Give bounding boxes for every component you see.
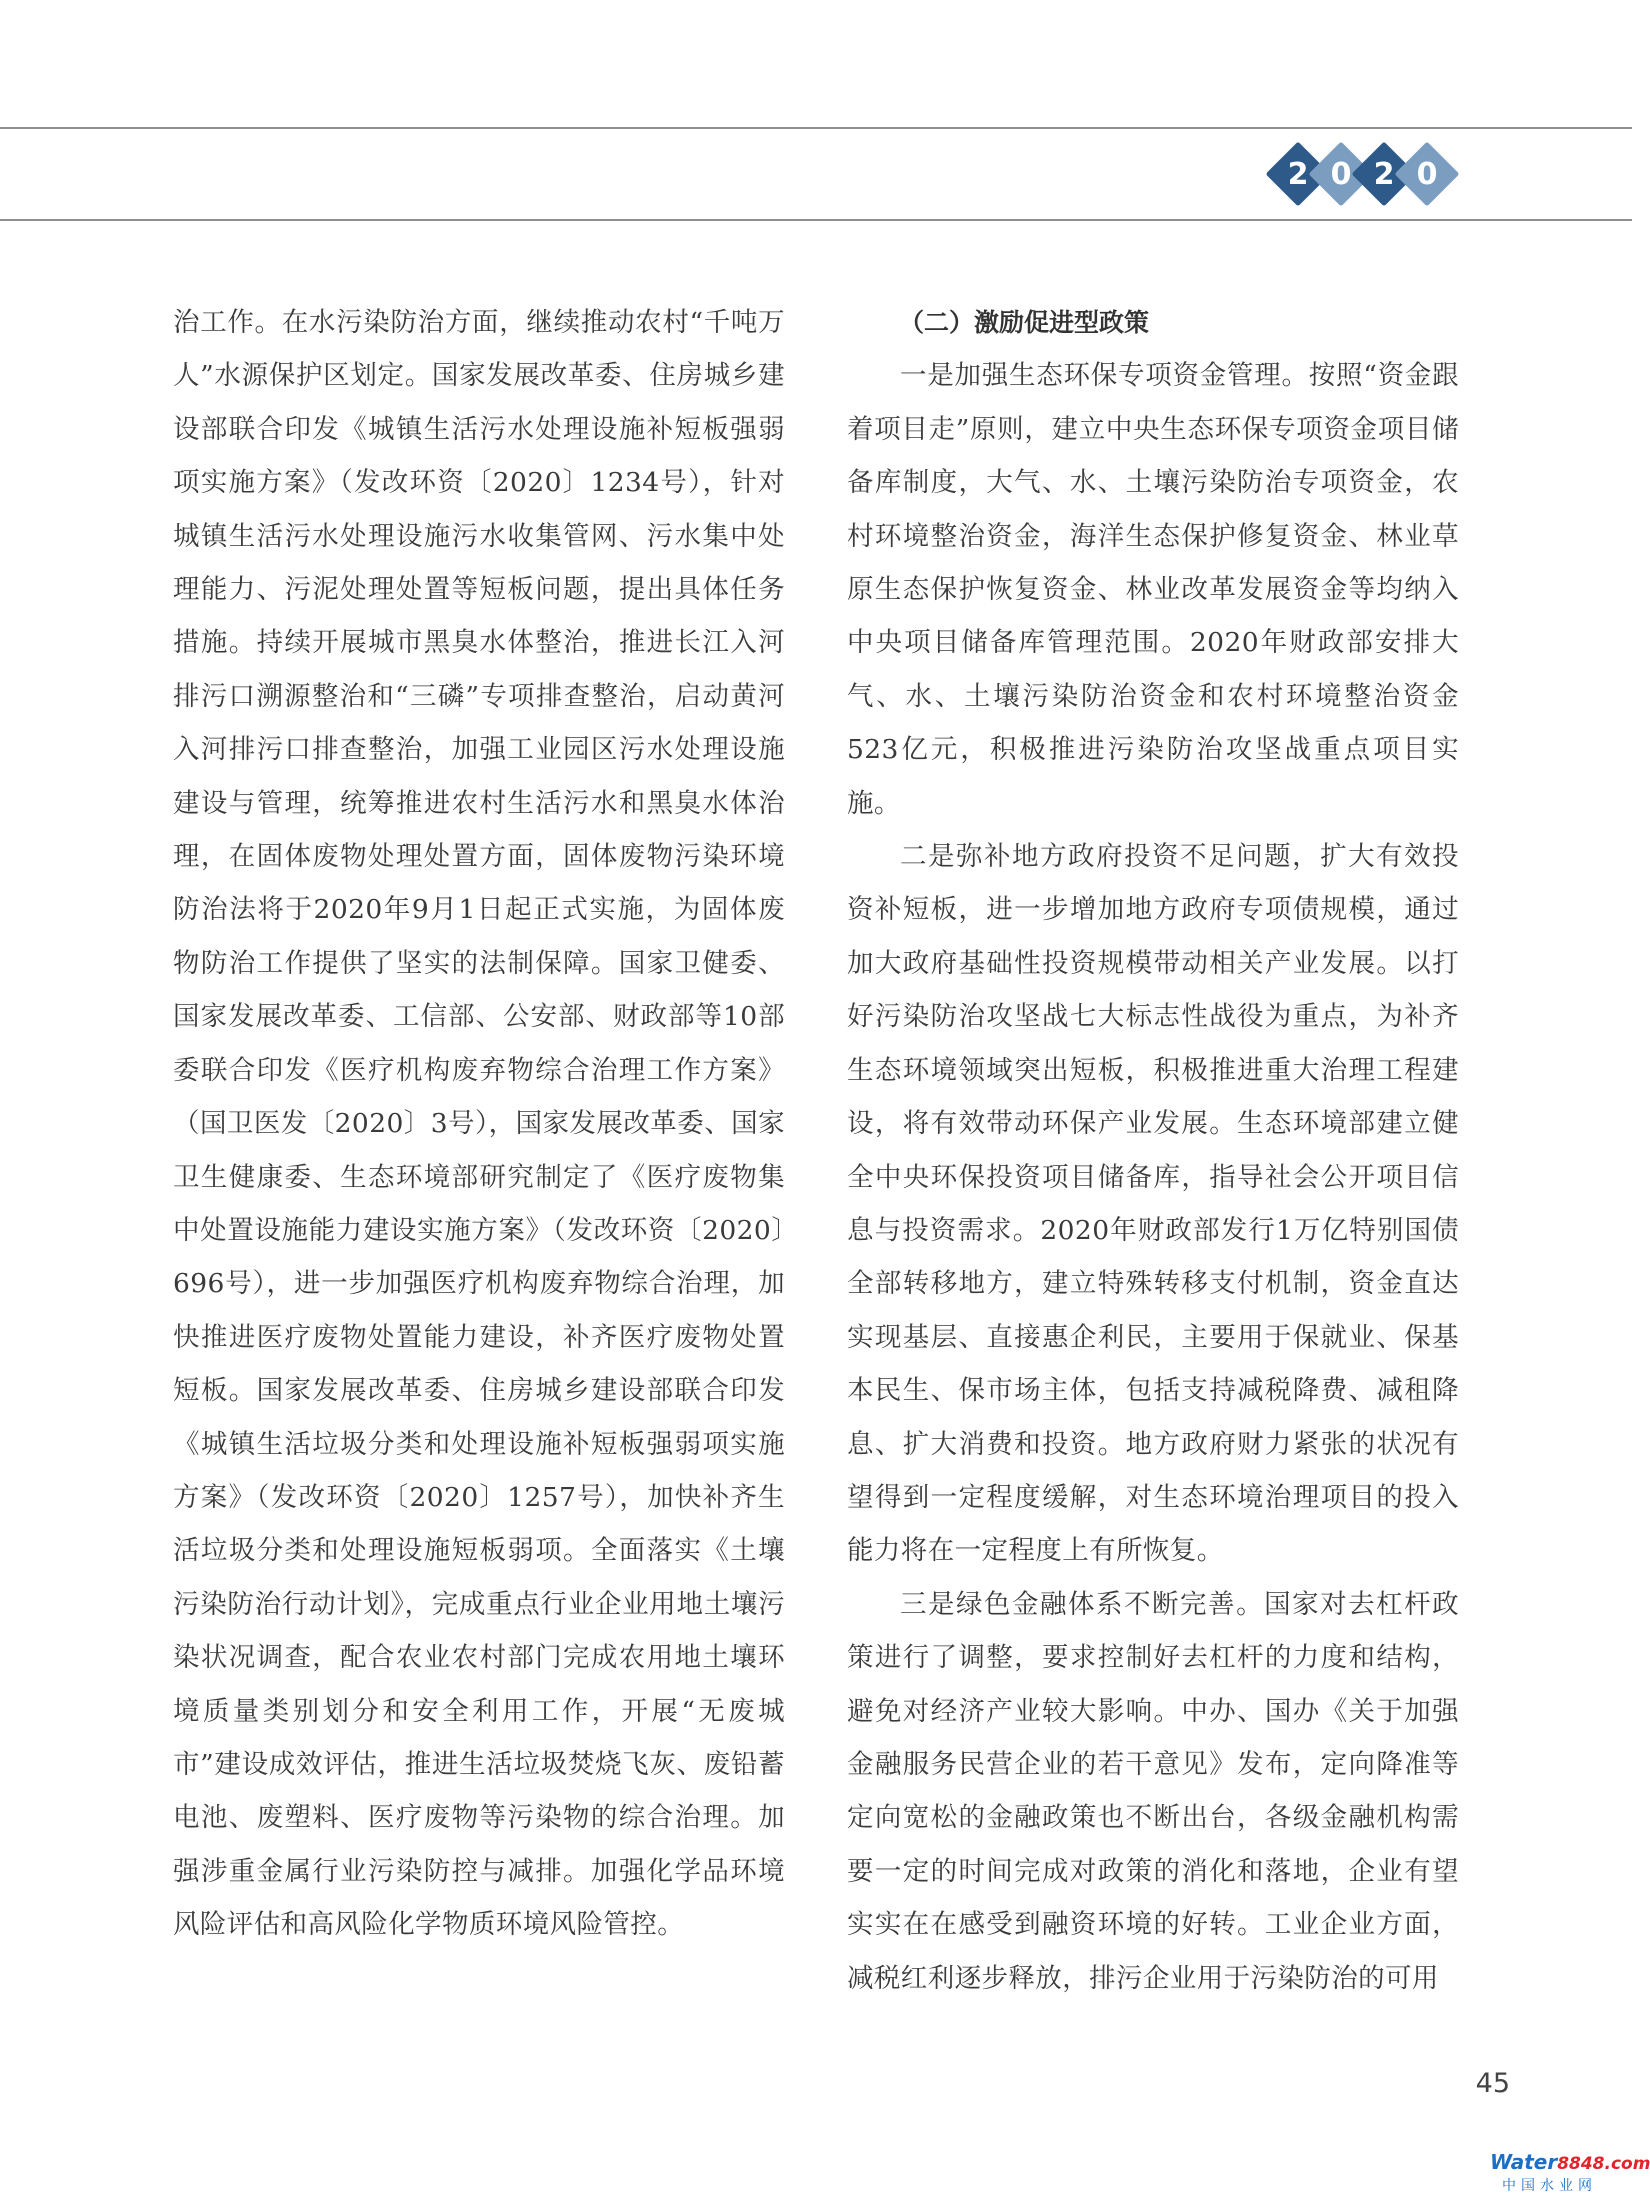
header-rule-bottom bbox=[0, 219, 1632, 221]
watermark-brand bbox=[1490, 2150, 1650, 2176]
section-heading: （二）激励促进型政策 bbox=[899, 308, 1150, 337]
body-paragraph: 治工作。在水污染防治方面，继续推动农村“千吨万人”水源保护区划定。国家发展改革委、住房城乡建设部联合印发《城镇生活污水处理设施补短板强弱项实施方案》（发改环资〔2020〕1234号），针对城镇生活污水处理设施污水收集管网、污水集中处理能力、污泥处理处置等短板问题，提出具体任务措施。持续开展城市黑臭水体整治，推进长江入河排污口溯源整治和“三磷”专项排查整治，启动黄河入河排污口排查整治，加强工业园区污水处理设施建设与管理，统筹推进农村生活污水和黑臭水体治理，在固体废物处理处置方面，固体废物污染环境防治法将于2020年9月1日起正式实施，为固体废物防治工作提供了坚实的法制保障。国家卫健委、国家发展改革委、工信部、公安部、财政部等10部委联合印发《医疗机构废弃物综合治理工作方案》（国卫医发〔2020〕3号），国家发展改革委、国家卫生健康委、生态环境部研究制定了《医疗废物集中处置设施能力建设实施方案》（发改环资〔2020〕696号），进一步加强医疗机构废弃物综合治理，加快推进医疗废物处置能力建设，补齐医疗废物处置短板。国家发展改革委、住房城乡建设部联合印发《城镇生活垃圾分类和处理设施补短板强弱项实施方案》（发改环资〔2020〕1257号），加快补齐生活垃圾分类和处理设施短板弱项。全面落实《土壤污染防治行动计划》，完成重点行业企业用地土壤污染状况调查，配合农业农村部门完成农用地土壤环境质量类别划分和安全利用工作，开展“无废城市”建设成效评估，推进生活垃圾焚烧飞灰、废铅蓄电池、废塑料、医疗废物等污染物的综合治理。加强涉重金属行业污染防控与减排。加强化学品环境风险评估和高风险化学物质环境风险管控。 bbox=[173, 307, 785, 1941]
watermark-brand-number: 8848 bbox=[1557, 2154, 1605, 2174]
body-paragraph: 二是弥补地方政府投资不足问题，扩大有效投资补短板，进一步增加地方政府专项债规模，通过加大政府基础性投资规模带动相关产业发展。以打好污染防治攻坚战七大标志性战役为重点，为补齐生态环境领域突出短板，积极推进重大治理工程建设，将有效带动环保产业发展。生态环境部建立健全中央环保投资项目储备库，指导社会公开项目信息与投资需求。2020年财政部发行1万亿特别国债全部转移地方，建立特殊转移支付机制，资金直达实现基层、直接惠企利民，主要用于保就业、保基本民生、保市场主体，包括支持减税降费、减租降息、扩大消费和投资。地方政府财力紧张的状况有望得到一定程度缓解，对生态环境治理项目的投入能力将在一定程度上有所恢复。 bbox=[847, 841, 1459, 1567]
body-paragraph: 三是绿色金融体系不断完善。国家对去杠杆政策进行了调整，要求控制好去杠杆的力度和结构，避免对经济产业较大影响。中办、国办《关于加强金融服务民营企业的若干意见》发布，定向降准等定向宽松的金融政策也不断出台，各级金融机构需要一定的时间完成对政策的消化和落地，企业有望实实在在感受到融资环境的好转。工业企业方面，减税红利逐步释放，排污企业用于污染防治的可用 bbox=[847, 1588, 1459, 1994]
header-rule-top bbox=[0, 127, 1632, 129]
watermark-brand-word: Water bbox=[1490, 2150, 1558, 2174]
watermark-caption: 中国水业网 bbox=[1502, 2178, 1597, 2194]
year-digit: 0 bbox=[1330, 156, 1352, 192]
watermark-logo bbox=[1490, 2150, 1650, 2196]
right-column bbox=[847, 296, 1459, 2005]
year-digit: 2 bbox=[1287, 156, 1309, 192]
year-digit-diamond bbox=[1399, 146, 1455, 202]
watermark-brand-suffix: .com bbox=[1604, 2154, 1650, 2174]
year-digit: 2 bbox=[1373, 156, 1395, 192]
page-number: 45 bbox=[1475, 2068, 1510, 2099]
body-paragraph: 一是加强生态环保专项资金管理。按照“资金跟着项目走”原则，建立中央生态环保专项资金项目储备库制度，大气、水、土壤污染防治专项资金，农村环境整治资金，海洋生态保护修复资金、林业草原生态保护恢复资金、林业改革发展资金等均纳入中央项目储备库管理范围。2020年财政部安排大气、水、土壤污染防治资金和农村环境整治资金523亿元，积极推进污染防治攻坚战重点项目实施。 bbox=[847, 360, 1459, 819]
left-column bbox=[173, 296, 785, 1952]
year-digit: 0 bbox=[1416, 156, 1438, 192]
year-badge bbox=[1270, 142, 1460, 206]
